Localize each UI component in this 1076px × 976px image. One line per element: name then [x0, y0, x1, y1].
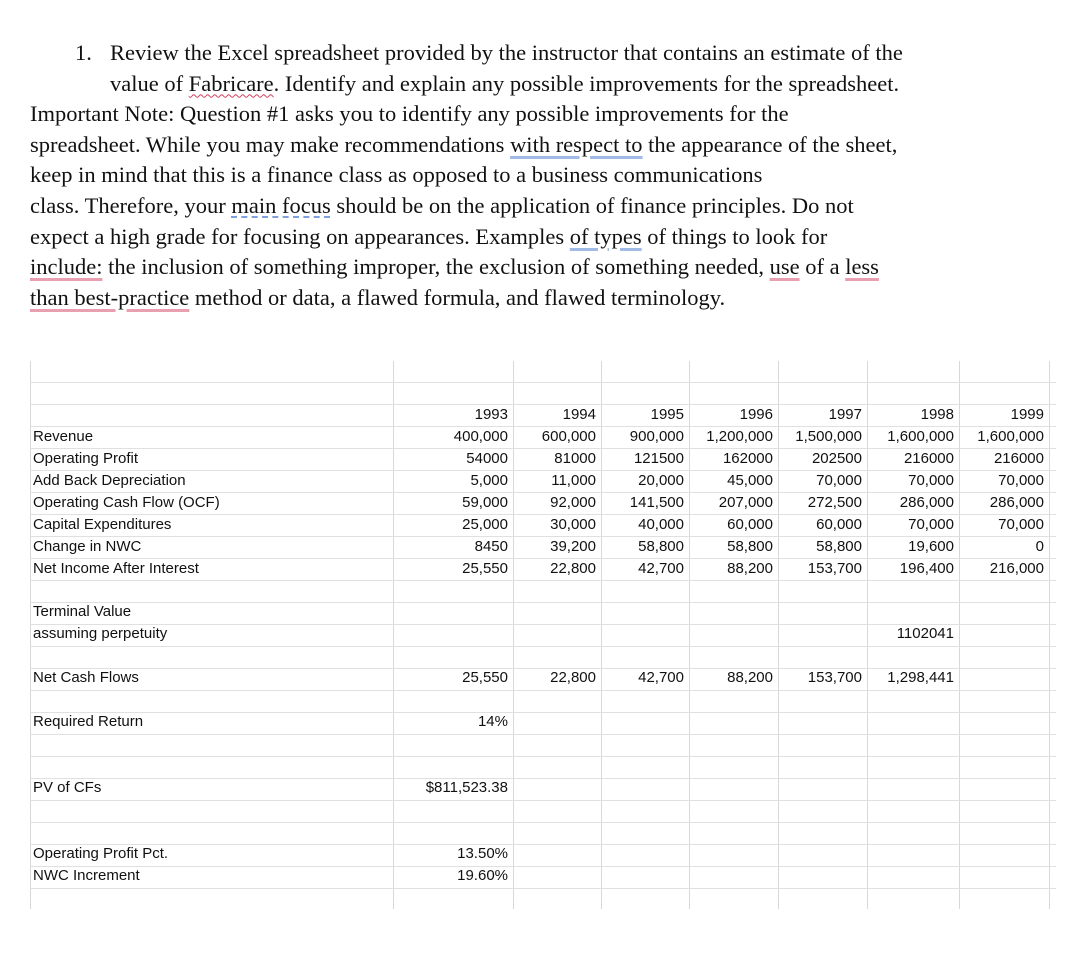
table-cell[interactable]: 88,200	[727, 669, 773, 686]
table-cell[interactable]: 40,000	[638, 516, 684, 533]
table-cell[interactable]: 286,000	[899, 494, 954, 511]
table-row	[30, 711, 1056, 733]
grid-line	[30, 822, 1056, 823]
year-cell[interactable]: 1993	[474, 406, 508, 423]
grammar-highlight: less	[845, 254, 879, 280]
table-row	[30, 492, 1056, 514]
row-label[interactable]: Capital Expenditures	[33, 516, 172, 533]
table-cell[interactable]: 42,700	[638, 669, 684, 686]
grammar-highlight: of types	[569, 223, 642, 249]
grid-line	[30, 382, 1056, 383]
grid-line	[30, 800, 1056, 801]
grammar-highlight: include:	[30, 254, 103, 280]
table-cell[interactable]: 22,800	[550, 560, 596, 577]
table-row	[30, 558, 1056, 580]
row-label[interactable]: Change in NWC	[33, 538, 142, 555]
table-row	[30, 514, 1056, 536]
year-cell[interactable]: 1995	[650, 406, 684, 423]
table-cell[interactable]: 22,800	[550, 669, 596, 686]
table-cell[interactable]: 0	[1035, 538, 1044, 555]
table-cell[interactable]: 196,400	[899, 560, 954, 577]
pv-cell[interactable]: $811,523.38	[425, 779, 508, 796]
table-cell[interactable]: 70,000	[998, 472, 1044, 489]
table-cell[interactable]: 58,800	[727, 538, 773, 555]
table-cell[interactable]: 121500	[633, 450, 684, 467]
table-row	[30, 448, 1056, 470]
table-cell[interactable]: 42,700	[638, 560, 684, 577]
table-cell[interactable]: 39,200	[550, 538, 596, 555]
table-cell[interactable]: 5,000	[470, 472, 508, 489]
table-cell[interactable]: 1,200,000	[706, 428, 773, 445]
grid-line	[30, 690, 1056, 691]
row-label[interactable]: Operating Cash Flow (OCF)	[33, 494, 220, 511]
table-row	[30, 601, 1056, 623]
table-cell[interactable]: 216000	[903, 450, 954, 467]
question-text	[30, 38, 1060, 313]
table-cell[interactable]: 81000	[554, 450, 596, 467]
spellcheck-word: Fabricare	[188, 70, 274, 96]
question-line: class. Therefore, your main focus should be on the application of finance principles. Do not	[30, 192, 854, 218]
grammar-highlight: main focus	[231, 192, 331, 218]
question-line: Review the Excel spreadsheet provided by the instructor that contains an estimate of the	[110, 40, 903, 65]
row-label[interactable]: Revenue	[33, 428, 94, 445]
table-row	[30, 470, 1056, 492]
grammar-highlight: with respect to	[510, 131, 643, 157]
grid-line	[30, 888, 1056, 889]
question-line: spreadsheet. While you may make recommendations with respect to the appearance of the sheet,	[30, 131, 898, 157]
question-line: keep in mind that this is a finance class as opposed to a business communications	[30, 162, 763, 188]
year-cell[interactable]: 1997	[828, 406, 862, 423]
question-number: 1.	[75, 40, 92, 65]
year-cell[interactable]: 1994	[562, 406, 596, 423]
table-cell[interactable]: 70,000	[908, 472, 954, 489]
table-cell[interactable]: 600,000	[541, 428, 596, 445]
table-cell[interactable]: 1,298,441	[887, 669, 954, 686]
question-line: include: the inclusion of something improper, the exclusion of something needed, use of a less	[30, 254, 879, 280]
year-cell[interactable]: 1996	[739, 406, 773, 423]
row-label[interactable]: Net Cash Flows	[33, 669, 139, 686]
row-label[interactable]: Terminal Value	[33, 603, 132, 620]
table-cell[interactable]: 60,000	[816, 516, 862, 533]
question-line: Important Note: Question #1 asks you to identify any possible improvements for the	[30, 101, 789, 127]
table-cell[interactable]: 1,600,000	[977, 428, 1044, 445]
table-cell[interactable]: 25,550	[462, 669, 508, 686]
table-row	[30, 536, 1056, 558]
grammar-highlight: use	[769, 254, 800, 280]
row-label[interactable]: assuming perpetuity	[33, 625, 168, 642]
year-cell[interactable]: 1998	[920, 406, 954, 423]
table-row	[30, 623, 1056, 645]
table-cell[interactable]: 59,000	[462, 494, 508, 511]
row-label[interactable]: Operating Profit	[33, 450, 139, 467]
row-label[interactable]: Add Back Depreciation	[33, 472, 186, 489]
table-cell[interactable]: 216,000	[989, 560, 1044, 577]
row-label[interactable]: Required Return	[33, 713, 144, 730]
table-cell[interactable]: 19,600	[908, 538, 954, 555]
grid-line	[30, 646, 1056, 647]
table-cell[interactable]: 30,000	[550, 516, 596, 533]
row-label[interactable]: Operating Profit Pct.	[33, 845, 169, 862]
table-row	[30, 865, 1056, 887]
table-cell[interactable]: 54000	[466, 450, 508, 467]
table-cell[interactable]: 202500	[811, 450, 862, 467]
grid-line	[30, 580, 1056, 581]
grammar-highlight: than best-practice	[30, 284, 190, 310]
table-cell[interactable]: 58,800	[816, 538, 862, 555]
table-cell[interactable]: 1,500,000	[795, 428, 862, 445]
table-cell[interactable]: 272,500	[807, 494, 862, 511]
nwc-increment-cell[interactable]: 19.60%	[457, 867, 508, 884]
table-cell[interactable]: 70,000	[908, 516, 954, 533]
table-row	[30, 667, 1056, 689]
table-cell[interactable]: 25,550	[462, 560, 508, 577]
table-cell[interactable]: 25,000	[462, 516, 508, 533]
op-profit-pct-cell[interactable]: 13.50%	[457, 845, 508, 862]
table-cell[interactable]: 60,000	[727, 516, 773, 533]
table-cell[interactable]: 20,000	[638, 472, 684, 489]
row-label[interactable]: PV of CFs	[33, 779, 102, 796]
table-cell[interactable]: 8450	[474, 538, 508, 555]
year-cell[interactable]: 1999	[1010, 406, 1044, 423]
spreadsheet	[30, 361, 1056, 909]
table-cell[interactable]: 70,000	[998, 516, 1044, 533]
table-cell[interactable]: 400,000	[453, 428, 508, 445]
table-cell[interactable]: 141,500	[629, 494, 684, 511]
table-cell[interactable]: 900,000	[629, 428, 684, 445]
table-row	[30, 777, 1056, 799]
row-label[interactable]: NWC Increment	[33, 867, 140, 884]
table-row	[30, 843, 1056, 865]
table-cell[interactable]: 70,000	[816, 472, 862, 489]
table-cell[interactable]: 92,000	[550, 494, 596, 511]
table-cell[interactable]: 286,000	[989, 494, 1044, 511]
table-cell[interactable]: 153,700	[807, 560, 862, 577]
table-cell[interactable]: 45,000	[727, 472, 773, 489]
row-label[interactable]: Net Income After Interest	[33, 560, 199, 577]
grid-line	[30, 734, 1056, 735]
question-line: value of Fabricare. Identify and explain any possible improvements for the spreadsheet.	[110, 70, 900, 96]
grid-line	[30, 756, 1056, 757]
terminal-value-cell[interactable]: 1102041	[896, 625, 954, 642]
required-return-cell[interactable]: 14%	[477, 713, 508, 730]
table-cell[interactable]: 88,200	[727, 560, 773, 577]
table-cell[interactable]: 162000	[722, 450, 773, 467]
table-cell[interactable]: 58,800	[638, 538, 684, 555]
question-line: expect a high grade for focusing on appearances. Examples of types of things to look for	[30, 223, 828, 249]
table-cell[interactable]: 11,000	[551, 472, 596, 489]
table-cell[interactable]: 207,000	[718, 494, 773, 511]
table-row	[30, 426, 1056, 448]
table-cell[interactable]: 216000	[993, 450, 1044, 467]
table-cell[interactable]: 1,600,000	[887, 428, 954, 445]
year-header-row	[30, 404, 1056, 426]
table-cell[interactable]: 153,700	[807, 669, 862, 686]
question-line: than best-practice method or data, a flawed formula, and flawed terminology.	[30, 284, 726, 310]
